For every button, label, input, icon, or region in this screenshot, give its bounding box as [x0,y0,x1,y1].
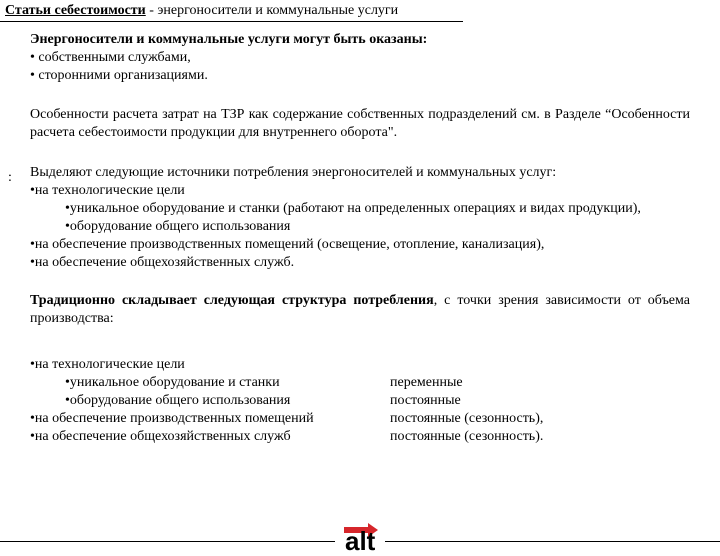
table-row [30,428,690,446]
table-row-type: постоянные [390,393,461,408]
page-title [5,3,398,19]
sources-premises: •на обеспечение производственных помещений (освещение, отопление, канализация), [30,237,545,252]
table-row-label: •на обеспечение производственных помещений [30,411,314,426]
sources-tech: •на технологические цели [30,183,185,198]
sources-common-equipment: •оборудование общего использования [65,219,291,234]
alt-logo: alt [345,526,376,556]
table-row [30,410,690,428]
table-row [30,392,690,410]
table-row-label: •на обеспечение общехозяйственных служб [30,429,291,444]
intro-item-own: • собственными службами, [30,50,191,65]
title-underline [0,21,463,22]
document-body [30,31,690,446]
intro-heading [30,31,690,49]
structure-rest: , с точки зрения зависимости от объема производства: [30,293,690,326]
title-bold: Статьи себестоимости [5,3,146,18]
tzr-paragraph: Особенности расчета затрат на ТЗР как содержание собственных подразделений см. в Разделе “Особенности расчета себестоимости продукции для внутреннего оборота". [30,107,690,140]
structure-paragraph [30,292,690,328]
intro-item-third-party: • сторонними организациями. [30,68,208,83]
table-row-type: постоянные (сезонность), [390,411,544,426]
sources-unique-equipment: •уникальное оборудование и станки (работают на определенных операциях и видах продукции), [65,201,641,216]
side-colon: : [8,170,12,185]
table-row-label: •оборудование общего использования [65,393,291,408]
structure-bold: Традиционно складывает следующая структура потребления [30,293,434,308]
table-row-type: постоянные (сезонность). [390,429,544,444]
table-row-label: •уникальное оборудование и станки [65,375,280,390]
sources-heading: Выделяют следующие источники потребления энергоносителей и коммунальных услуг: [30,165,557,180]
sources-general-services: •на обеспечение общехозяйственных служб. [30,255,295,270]
footer-rule-right [385,541,720,542]
table-row-type: переменные [390,375,463,390]
title-rest: - энергоносители и коммунальные услуги [145,3,399,18]
intro-heading-text: Энергоносители и коммунальные услуги могут быть оказаны: [30,32,428,47]
footer-rule-left [0,541,335,542]
table-tech: •на технологические цели [30,357,185,372]
table-row [30,374,690,392]
